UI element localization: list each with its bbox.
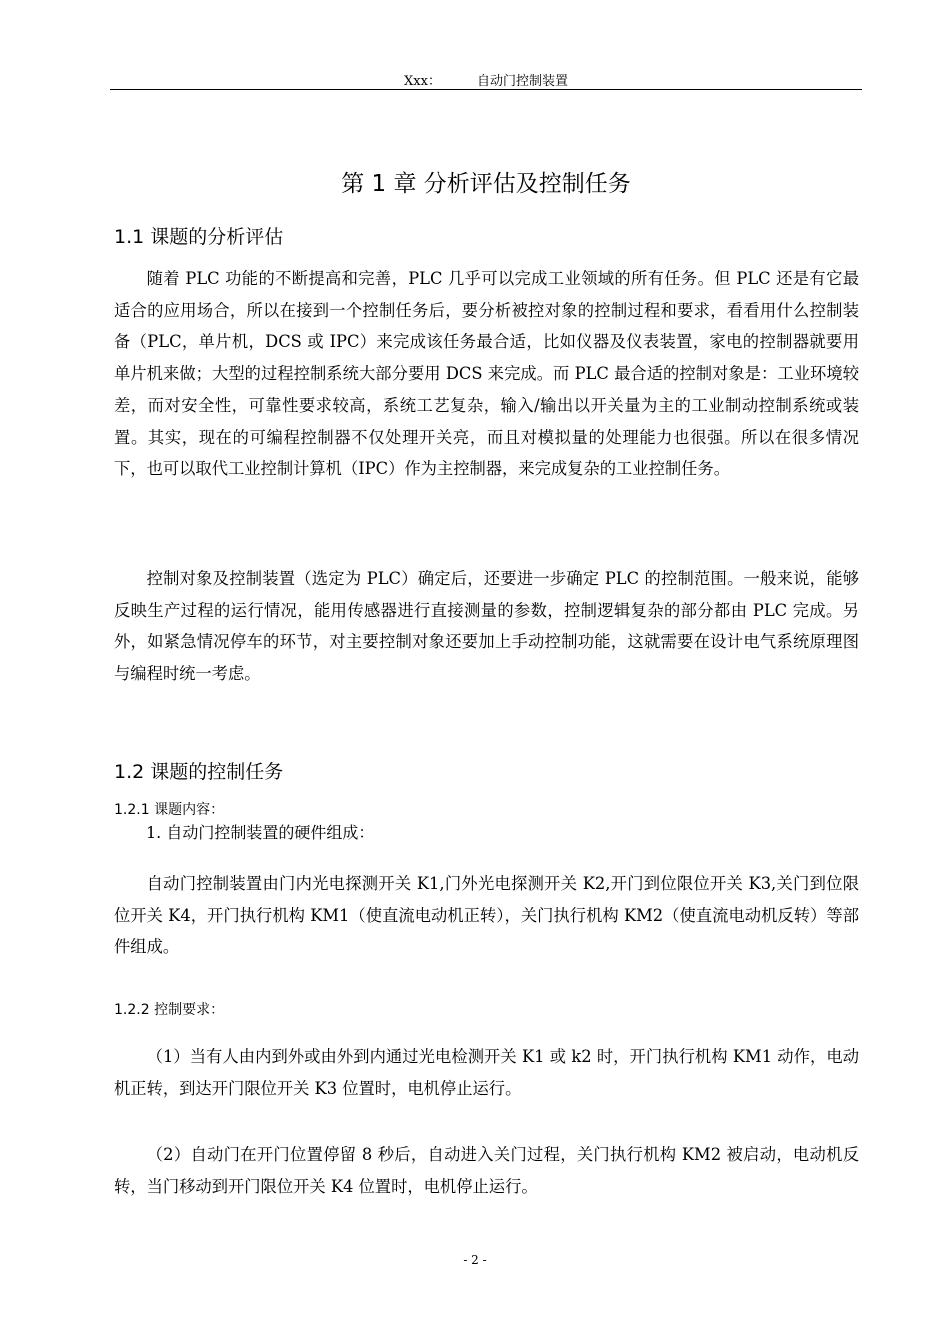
paragraph-analysis: 随着 PLC 功能的不断提高和完善，PLC 几乎可以完成工业领域的所有任务。但 PLC 还是有它最适合的应用场合，所以在接到一个控制任务后，要分析被控对象的控制过程和要求，看看用什么控制装备（PLC，单片机，DCS 或 IPC）来完成该任务最合适，比如仪器及仪表装置，家电的控制器就要用单片机来做；大型的过程控制系统大部分要用 DCS 来完成。而 PLC 最合适的控制对象是：工业环境较差，而对安全性，可靠性要求较高，系统工艺复杂，输入/输出以开关量为主的工业制动控制系统或装置。其实，现在的可编程控制器不仅处理开关亮，而且对模拟量的处理能力也很强。所以在很多情况下，也可以取代工业控制计算机（IPC）作为主控制器，来完成复杂的工业控制任务。 (114, 269, 859, 479)
page-number: - 2 - (463, 1253, 487, 1267)
paragraph-control-scope: 控制对象及控制装置（选定为 PLC）确定后，还要进一步确定 PLC 的控制范围。一般来说，能够反映生产过程的运行情况，能用传感器进行直接测量的参数，控制逻辑复杂的部分都由 PLC 完成。另外，如紧急情况停车的环节，对主要控制对象还要加上手动控制功能，这就需要在设计电气系统原理图与编程时统一考虑。 (114, 569, 859, 684)
section-heading-1-1: 1.1 课题的分析评估 (114, 226, 284, 248)
running-header (110, 70, 862, 90)
subsection-heading-1-2-1: 1.2.1 课题内容： (114, 802, 225, 818)
list-item-hardware: 1. 自动门控制装置的硬件组成： (146, 823, 375, 842)
paragraph-hardware: 自动门控制装置由门内光电探测开关 K1,门外光电探测开关 K2,开门到位限位开关 K3,关门到位限位开关 K4，开门执行机构 KM1（使直流电动机正转），关门执行机构 KM2（使直流电动机反转）等部件组成。 (114, 874, 859, 957)
header-rule (110, 89, 862, 90)
header-left: Xxx： (404, 74, 441, 89)
section-heading-1-2: 1.2 课题的控制任务 (114, 761, 284, 783)
requirement-2: （2）自动门在开门位置停留 8 秒后，自动进入关门过程，关门执行机构 KM2 被启动，电动机反转，当门移动到开门限位开关 K4 位置时，电机停止运行。 (114, 1145, 859, 1196)
chapter-title: 第 1 章 分析评估及控制任务 (341, 171, 631, 197)
requirement-1: （1）当有人由内到外或由外到内通过光电检测开关 K1 或 k2 时，开门执行机构 KM1 动作，电动机正转，到达开门限位开关 K3 位置时，电机停止运行。 (114, 1047, 859, 1098)
subsection-heading-1-2-2: 1.2.2 控制要求： (114, 1002, 225, 1018)
header-right: 自动门控制装置 (476, 74, 568, 89)
